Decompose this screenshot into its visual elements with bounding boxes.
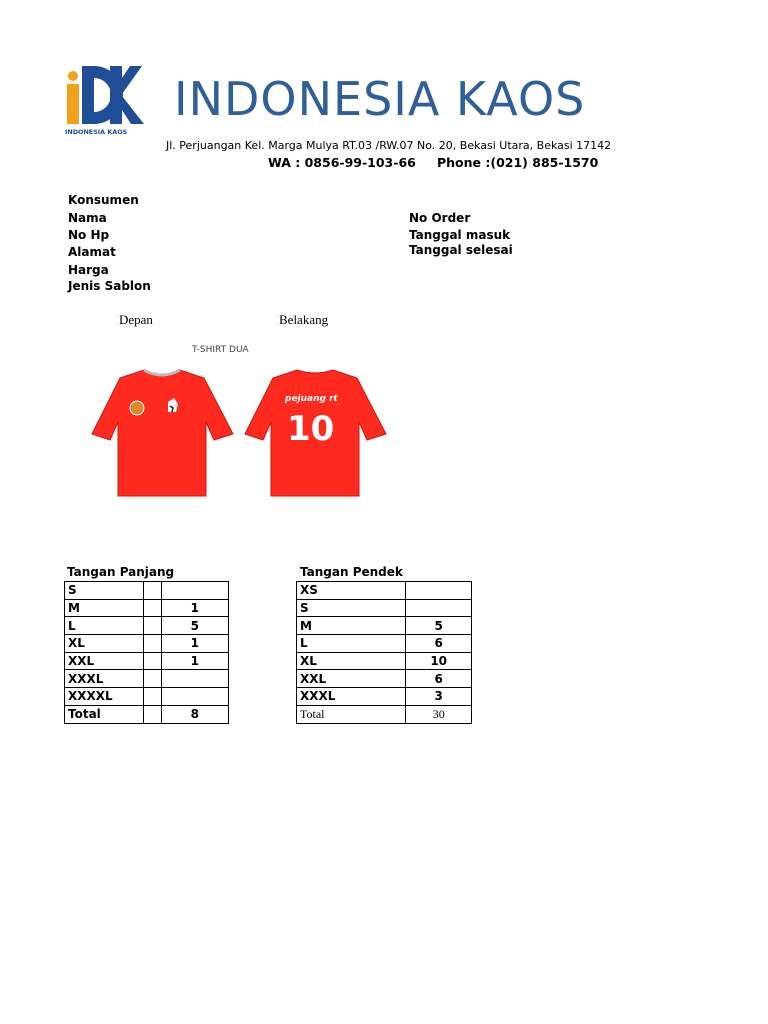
- svg-text:10: 10: [287, 409, 335, 449]
- qty-cell: 3: [406, 688, 472, 706]
- size-cell: L: [297, 635, 406, 653]
- label-jenis-sablon: Jenis Sablon: [68, 279, 151, 293]
- qty-cell: 6: [406, 635, 472, 653]
- total-label: Total: [65, 705, 144, 723]
- table-row: [65, 670, 229, 688]
- long-sleeve-table: [64, 581, 229, 724]
- table-row: [65, 635, 229, 653]
- size-cell: S: [65, 582, 144, 600]
- table-row: [65, 688, 229, 706]
- table-row: [297, 599, 472, 617]
- table-row: [297, 582, 472, 600]
- qty-cell: 5: [161, 617, 228, 635]
- label-tanggal-masuk: Tanggal masuk: [409, 228, 511, 242]
- qty-cell: 1: [161, 635, 228, 653]
- table-row: [65, 617, 229, 635]
- table-row: [65, 582, 229, 600]
- label-no-order: No Order: [409, 211, 471, 225]
- back-caption: Belakang: [279, 312, 329, 327]
- long-sleeve-title: Tangan Panjang: [67, 565, 175, 579]
- size-cell: XXXL: [297, 688, 406, 706]
- tshirt-front-icon: [92, 370, 233, 496]
- label-no-hp: No Hp: [68, 228, 110, 242]
- label-harga: Harga: [68, 263, 109, 277]
- table-row: [297, 688, 472, 706]
- whatsapp-number: WA : 0856-99-103-66: [268, 155, 416, 170]
- size-cell: XXXL: [65, 670, 144, 688]
- qty-cell: 1: [161, 599, 228, 617]
- company-name: INDONESIA KAOS: [174, 72, 586, 126]
- size-cell: XL: [297, 652, 406, 670]
- total-row: [65, 705, 229, 723]
- table-row: [65, 652, 229, 670]
- short-sleeve-table: [296, 581, 472, 724]
- qty-cell: 5: [406, 617, 472, 635]
- size-cell: XXL: [65, 652, 144, 670]
- size-cell: S: [297, 599, 406, 617]
- total-value: 30: [406, 705, 472, 723]
- tshirt-design-image: [80, 336, 400, 526]
- table-row: [297, 635, 472, 653]
- qty-cell: [406, 599, 472, 617]
- label-konsumen: Konsumen: [68, 193, 139, 207]
- table-row: [297, 652, 472, 670]
- size-cell: XS: [297, 582, 406, 600]
- label-alamat: Alamat: [68, 245, 116, 259]
- total-value: 8: [161, 705, 228, 723]
- qty-cell: [406, 582, 472, 600]
- phone-number: Phone :(021) 885-1570: [437, 155, 599, 170]
- size-cell: L: [65, 617, 144, 635]
- svg-text:pejuang rt: pejuang rt: [285, 394, 338, 404]
- short-sleeve-title: Tangan Pendek: [300, 565, 403, 579]
- front-caption: Depan: [119, 312, 153, 327]
- size-cell: XXL: [297, 670, 406, 688]
- tshirt-back-icon: [245, 370, 386, 496]
- table-row: [297, 617, 472, 635]
- total-row: [297, 705, 472, 723]
- size-cell: M: [297, 617, 406, 635]
- company-logo: [64, 64, 146, 136]
- qty-cell: 6: [406, 670, 472, 688]
- qty-cell: [161, 670, 228, 688]
- size-cell: XXXXL: [65, 688, 144, 706]
- qty-cell: [161, 688, 228, 706]
- svg-text:INDONESIA KAOS: INDONESIA KAOS: [65, 128, 128, 136]
- table-row: [297, 670, 472, 688]
- size-cell: XL: [65, 635, 144, 653]
- company-address: Jl. Perjuangan Kel. Marga Mulya RT.03 /RW.07 No. 20, Bekasi Utara, Bekasi 17142: [166, 139, 612, 152]
- size-cell: M: [65, 599, 144, 617]
- table-row: [65, 599, 229, 617]
- total-label: Total: [297, 705, 406, 723]
- label-tanggal-selesai: Tanggal selesai: [409, 243, 513, 257]
- qty-cell: [161, 582, 228, 600]
- qty-cell: 10: [406, 652, 472, 670]
- svg-text:T-SHIRT DUA: T-SHIRT DUA: [192, 345, 249, 355]
- qty-cell: 1: [161, 652, 228, 670]
- label-nama: Nama: [68, 211, 107, 225]
